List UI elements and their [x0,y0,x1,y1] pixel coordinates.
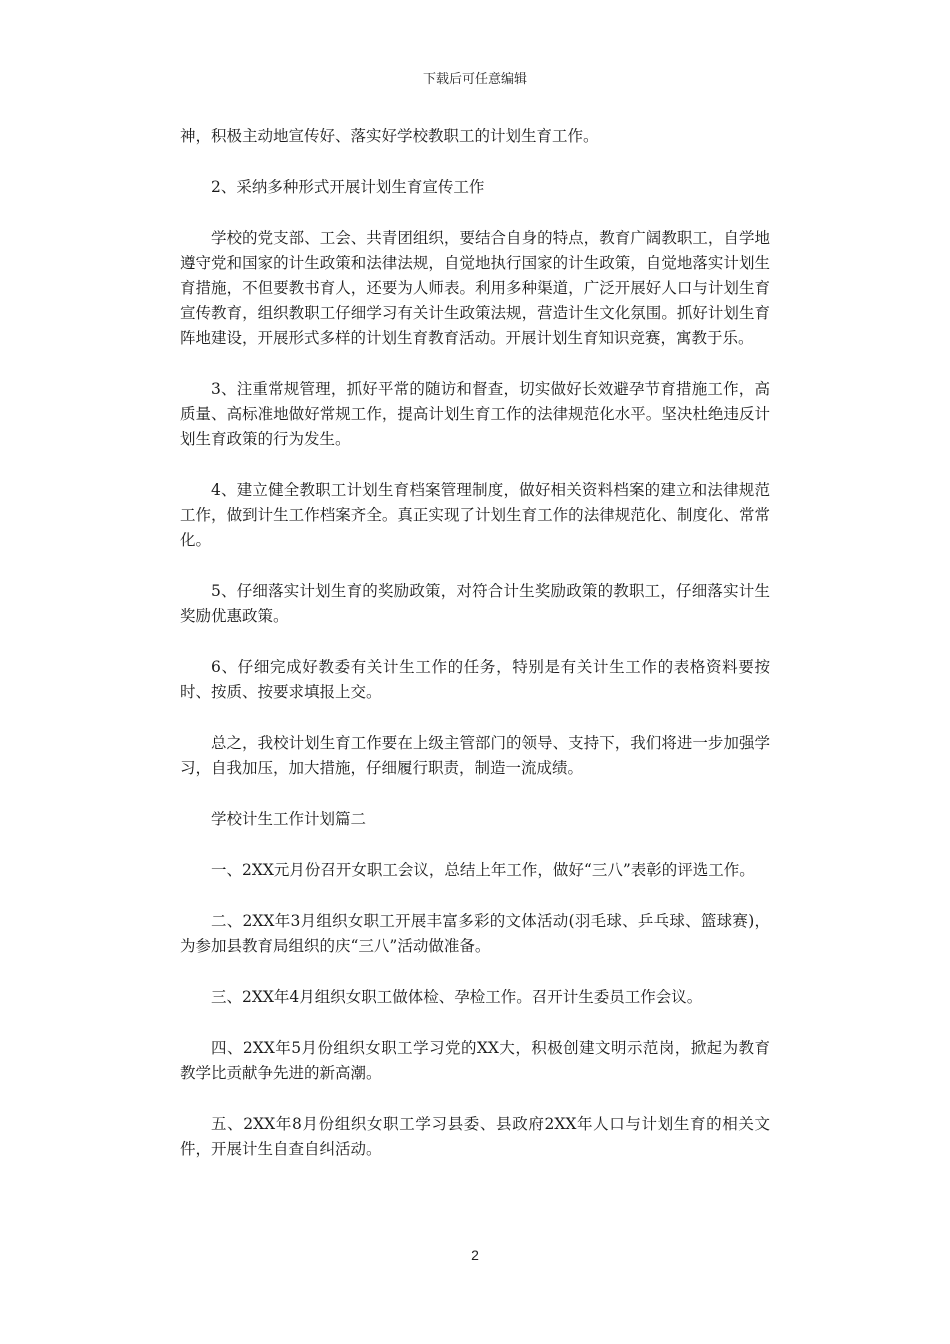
paragraph-item-2-heading: 2、采纳多种形式开展计划生育宣传工作 [211,178,485,196]
paragraph-publicity: 学校的党支部、工会、共青团组织，要结合自身的特点，教育广阔教职工，自学地遵守党和国家的计生政策和法律法规，自觉地执行国家的计生政策，自觉地落实计划生育措施，不但要教书育人，还要为人师表。利用多种渠道，广泛开展好人口与计划生育宣传教育，组织教职工仔细学习有关计生政策法规，营造计生文化氛围。抓好计划生育阵地建设，开展形式多样的计划生育教育活动。开展计划生育知识竞赛，寓教于乐。 [180,229,770,347]
paragraph-summary: 总之，我校计划生育工作要在上级主管部门的领导、支持下，我们将进一步加强学习，自我加压，加大措施，仔细履行职责，制造一流成绩。 [180,734,770,777]
paragraph-plan-3: 三、2XX年4月组织女职工做体检、孕检工作。召开计生委员工作会议。 [211,988,703,1006]
paragraph-plan-4: 四、2XX年5月份组织女职工学习党的XX大，积极创建文明示范岗，掀起为教育教学比贡献争先进的新高潮。 [180,1039,770,1082]
paragraph-item-5: 5、仔细落实计划生育的奖励政策，对符合计生奖励政策的教职工，仔细落实计生奖励优惠政策。 [180,582,770,625]
paragraph-item-6: 6、仔细完成好教委有关计生工作的任务，特别是有关计生工作的表格资料要按时、按质、按要求填报上交。 [180,658,770,701]
paragraph-plan-1: 一、2XX元月份召开女职工会议，总结上年工作，做好“三八”表彰的评选工作。 [211,861,755,879]
paragraph-plan-5: 五、2XX年8月份组织女职工学习县委、县政府2XX年人口与计划生育的相关文件，开展计生自查自纠活动。 [180,1115,770,1158]
paragraph-plan-2: 二、2XX年3月组织女职工开展丰富多彩的文体活动(羽毛球、乒乓球、篮球赛)，为参加县教育局组织的庆“三八”活动做准备。 [180,912,770,955]
page-number: 2 [471,1247,479,1263]
document-body [180,124,770,1188]
page-header: 下载后可任意编辑 [422,72,527,87]
paragraph-item-3: 3、注重常规管理，抓好平常的随访和督查，切实做好长效避孕节育措施工作，高质量、高标准地做好常规工作，提高计划生育工作的法律规范化水平。坚决杜绝违反计划生育政策的行为发生。 [180,380,770,448]
paragraph-item-4: 4、建立健全教职工计划生育档案管理制度，做好相关资料档案的建立和法律规范工作，做到计生工作档案齐全。真正实现了计划生育工作的法律规范化、制度化、常常化。 [180,481,770,549]
section-title-part-two: 学校计生工作计划篇二 [211,810,367,828]
paragraph-continuation: 神，积极主动地宣传好、落实好学校教职工的计划生育工作。 [180,127,599,145]
